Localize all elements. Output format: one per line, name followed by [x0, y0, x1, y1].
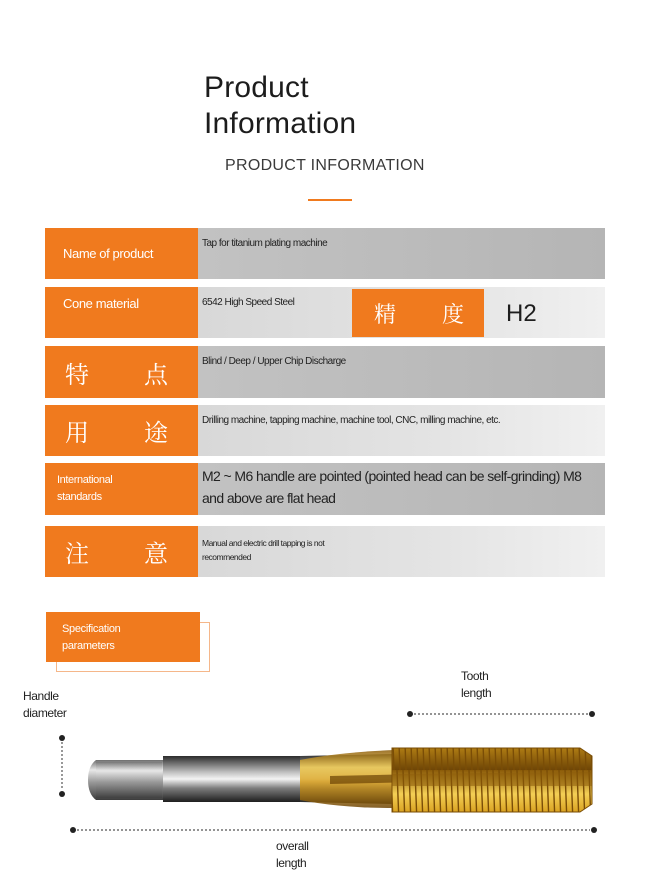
precision-value: H2: [506, 300, 537, 327]
info-value-features: Blind / Deep / Upper Chip Discharge: [198, 346, 605, 398]
overall-length-dimension: [70, 827, 597, 833]
info-value-standards: M2 ~ M6 handle are pointed (pointed head can be self-grinding) M8 and above are flat head: [198, 463, 605, 515]
info-label-standards-text: International standards: [57, 474, 113, 503]
title-divider: [308, 199, 352, 201]
info-label-notice-char1: 注: [65, 541, 89, 568]
info-row-features: [45, 346, 605, 398]
info-label-usage-char2: 途: [144, 420, 168, 447]
info-value-notice: [198, 526, 605, 577]
tap-diagram: [0, 690, 647, 840]
info-value-material-text: 6542 High Speed Steel: [202, 297, 295, 308]
handle-diameter-dimension: [59, 735, 65, 797]
info-label-material: Cone material: [45, 287, 198, 338]
info-label-features-char2: 点: [144, 361, 168, 389]
tap-tool-image: [88, 748, 592, 812]
page-subtitle: PRODUCT INFORMATION: [225, 157, 425, 174]
spec-box: [46, 612, 200, 662]
precision-label: [352, 289, 484, 337]
info-label-notice-char2: 意: [144, 541, 168, 568]
info-label-name: Name of product: [45, 228, 198, 279]
info-value-notice-text: Manual and electric drill tapping is not recommended: [202, 538, 325, 562]
info-label-usage-char1: 用: [65, 420, 89, 447]
tooth-length-dimension: [407, 711, 595, 717]
info-row-name: [45, 228, 605, 279]
info-label-usage: [45, 405, 198, 456]
page-title-line1: Product: [204, 71, 309, 104]
info-row-standards: [45, 463, 605, 515]
info-label-standards: [45, 463, 198, 515]
info-label-features-char1: 特: [65, 361, 89, 389]
info-row-notice: [45, 526, 605, 577]
info-label-notice: [45, 526, 198, 577]
tooth-length-label: Tooth length: [461, 669, 492, 700]
precision-label-char2: 度: [441, 301, 464, 327]
handle-diameter-label: Handle diameter: [23, 689, 67, 720]
info-value-name-text: Tap for titanium plating machine: [202, 238, 328, 249]
info-value-name: [198, 228, 605, 279]
page-title-line2: Information: [204, 107, 357, 140]
precision-label-char1: 精: [374, 301, 397, 327]
info-row-usage: [45, 405, 605, 456]
page-title: [204, 70, 356, 142]
info-value-usage: Drilling machine, tapping machine, machine tool, CNC, milling machine, etc.: [198, 405, 605, 456]
info-label-features: [45, 346, 198, 398]
spec-box-label: Specification parameters: [62, 623, 121, 652]
overall-length-label: overall length: [276, 839, 309, 870]
